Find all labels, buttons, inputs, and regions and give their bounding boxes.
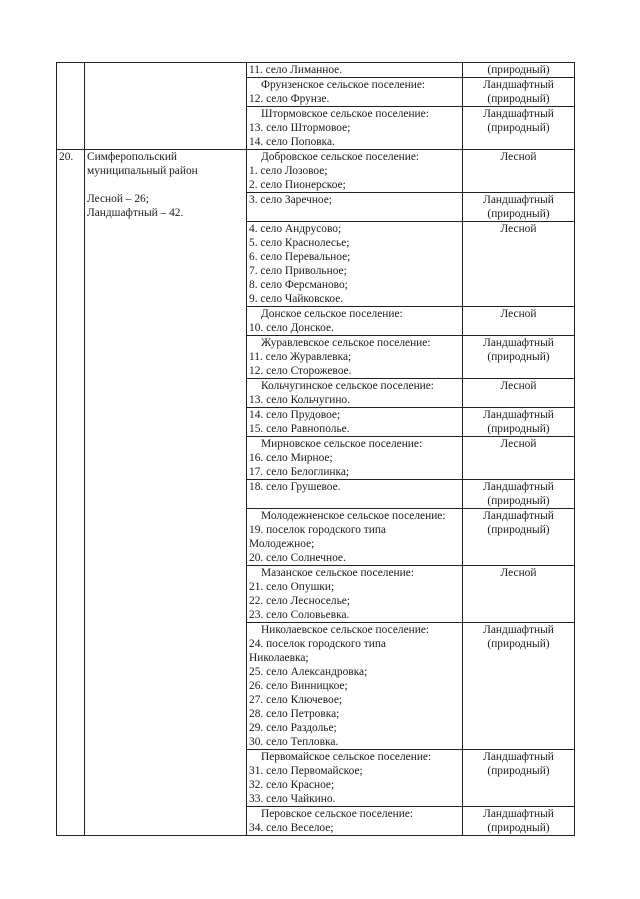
recreation-type-cell	[463, 807, 575, 836]
settlement-item: 17. село Белоглинка;	[249, 466, 350, 478]
settlement-item: 15. село Равнополье.	[249, 423, 350, 435]
recreation-type: Лесной	[500, 223, 537, 235]
settlement-item: Николаевка;	[249, 652, 309, 664]
settlements-cell	[247, 63, 463, 78]
settlement-item: 22. село Лесноселье;	[249, 595, 351, 607]
recreation-type: Ландшафтный	[483, 79, 554, 91]
settlement-item: 27. село Ключевое;	[249, 694, 343, 706]
recreation-type: (природный)	[487, 495, 550, 507]
settlement-item: 28. село Петровка;	[249, 708, 340, 720]
recreation-type-cell	[463, 379, 575, 408]
district-line: муниципальный район	[87, 165, 198, 177]
settlement-item: 7. село Привольное;	[249, 265, 347, 277]
recreation-type: Ландшафтный	[483, 751, 554, 763]
recreation-type: (природный)	[487, 64, 550, 76]
recreation-type: Ландшафтный	[483, 481, 554, 493]
settlement-item: 2. село Пионерское;	[249, 179, 346, 191]
settlement-item: 31. село Первомайское;	[249, 765, 363, 777]
settlements-cell	[247, 307, 463, 336]
recreation-type: Ландшафтный	[483, 194, 554, 206]
settlement-group-header: Штормовское сельское поселение:	[261, 108, 429, 120]
settlement-item: 11. село Журавлевка;	[249, 351, 352, 363]
recreation-type-cell	[463, 480, 575, 509]
recreation-type-cell	[463, 107, 575, 150]
settlements-cell	[247, 566, 463, 623]
settlement-item: 33. село Чайкино.	[249, 793, 336, 805]
settlement-item: 1. село Лозовое;	[249, 165, 328, 177]
settlements-cell	[247, 509, 463, 566]
settlement-item: 24. поселок городского типа	[249, 638, 386, 650]
recreation-type: Ландшафтный	[483, 808, 554, 820]
recreation-type-cell	[463, 566, 575, 623]
settlement-group-header: Николаевское сельское поселение:	[261, 624, 430, 636]
recreation-type-cell	[463, 63, 575, 78]
recreation-type: (природный)	[487, 122, 550, 134]
settlement-item: 14. село Поповка.	[249, 136, 335, 148]
settlement-item: 4. село Андрусово;	[249, 223, 342, 235]
recreation-type: Лесной	[500, 151, 537, 163]
recreation-type-cell	[463, 509, 575, 566]
settlement-item: 13. село Кольчугино.	[249, 394, 350, 406]
district-cell	[85, 150, 247, 836]
settlements-cell	[247, 150, 463, 193]
settlement-group-header: Добровское сельское поселение:	[261, 151, 420, 163]
settlement-item: 30. село Тепловка.	[249, 736, 339, 748]
recreation-type-cell	[463, 78, 575, 107]
settlement-item: 26. село Винницкое;	[249, 680, 348, 692]
settlements-cell	[247, 193, 463, 222]
recreation-type: Лесной	[500, 438, 537, 450]
recreation-type-cell	[463, 437, 575, 480]
recreation-type-cell	[463, 623, 575, 750]
settlements-cell	[247, 750, 463, 807]
recreation-type: Ландшафтный	[483, 337, 554, 349]
settlement-item: 16. село Мирное;	[249, 452, 333, 464]
table-row	[57, 150, 575, 193]
district-cell	[85, 63, 247, 150]
settlement-item: 12. село Фрунзе.	[249, 93, 330, 105]
settlements-cell	[247, 222, 463, 307]
settlement-item: 20. село Солнечное.	[249, 552, 346, 564]
settlements-cell	[247, 78, 463, 107]
settlements-cell	[247, 623, 463, 750]
settlement-item: 29. село Раздолье;	[249, 722, 337, 734]
settlements-cell	[247, 379, 463, 408]
recreation-type: (природный)	[487, 524, 550, 536]
settlement-item: 18. село Грушевое.	[249, 481, 341, 493]
recreation-type: Ландшафтный	[483, 108, 554, 120]
settlements-cell	[247, 437, 463, 480]
recreation-type-cell	[463, 336, 575, 379]
settlement-group-header: Кольчугинское сельское поселение:	[261, 380, 434, 392]
recreation-type: (природный)	[487, 822, 550, 834]
settlement-group-header: Журавлевское сельское поселение:	[261, 337, 431, 349]
recreation-type: Лесной	[500, 380, 537, 392]
table-row	[57, 63, 575, 78]
settlement-item: 21. село Опушки;	[249, 581, 335, 593]
settlement-item: 8. село Ферсманово;	[249, 279, 348, 291]
row-number-cell	[57, 63, 85, 150]
settlement-item: 25. село Александровка;	[249, 666, 368, 678]
settlement-group-header: Мирновское сельское поселение:	[261, 438, 423, 450]
district-line: Симферопольский	[87, 151, 178, 163]
settlement-group-header: Молодежненское сельское поселение:	[261, 510, 446, 522]
settlement-group-header: Мазанское сельское поселение:	[261, 567, 414, 579]
settlements-cell	[247, 107, 463, 150]
recreation-type: Ландшафтный	[483, 510, 554, 522]
settlements-table-body	[57, 63, 575, 836]
settlements-cell	[247, 807, 463, 836]
recreation-type: Лесной	[500, 308, 537, 320]
settlement-item: 5. село Краснолесье;	[249, 237, 350, 249]
row-number-cell	[57, 150, 85, 836]
district-line	[87, 178, 244, 192]
recreation-type: Ландшафтный	[483, 409, 554, 421]
settlement-item: 13. село Штормовое;	[249, 122, 351, 134]
settlement-item: 23. село Соловьевка.	[249, 609, 350, 621]
recreation-type-cell	[463, 222, 575, 307]
settlement-item: 6. село Перевальное;	[249, 251, 351, 263]
district-line: Ландшафтный – 42.	[87, 207, 184, 219]
settlement-item: Молодежное;	[249, 538, 315, 550]
recreation-type: (природный)	[487, 93, 550, 105]
recreation-type: (природный)	[487, 423, 550, 435]
recreation-type-cell	[463, 193, 575, 222]
settlement-item: 14. село Прудовое;	[249, 409, 341, 421]
settlement-group-header: Первомайское сельское поселение:	[261, 751, 432, 763]
settlement-group-header: Донское сельское поселение:	[261, 308, 403, 320]
recreation-type-cell	[463, 150, 575, 193]
settlement-item: 10. село Донское.	[249, 322, 334, 334]
settlements-cell	[247, 336, 463, 379]
settlement-item: 11. село Лиманное.	[249, 64, 343, 76]
settlement-item: 19. поселок городского типа	[249, 524, 386, 536]
recreation-type-cell	[463, 750, 575, 807]
district-line: Лесной – 26;	[87, 193, 149, 205]
recreation-type: (природный)	[487, 208, 550, 220]
settlements-cell	[247, 480, 463, 509]
settlement-group-header: Фрунзенское сельское поселение:	[261, 79, 426, 91]
row-number: 20.	[59, 151, 74, 163]
recreation-type: (природный)	[487, 638, 550, 650]
settlement-item: 34. село Веселое;	[249, 822, 334, 834]
recreation-type-cell	[463, 307, 575, 336]
recreation-type-cell	[463, 408, 575, 437]
settlement-item: 12. село Сторожевое.	[249, 365, 352, 377]
recreation-type: Ландшафтный	[483, 624, 554, 636]
recreation-type: (природный)	[487, 351, 550, 363]
settlement-item: 9. село Чайковское.	[249, 293, 344, 305]
settlement-item: 32. село Красное;	[249, 779, 335, 791]
settlements-table	[56, 62, 575, 836]
recreation-type: (природный)	[487, 765, 550, 777]
settlement-group-header: Перовское сельское поселение:	[261, 808, 414, 820]
settlements-cell	[247, 408, 463, 437]
recreation-type: Лесной	[500, 567, 537, 579]
settlement-item: 3. село Заречное;	[249, 194, 332, 206]
